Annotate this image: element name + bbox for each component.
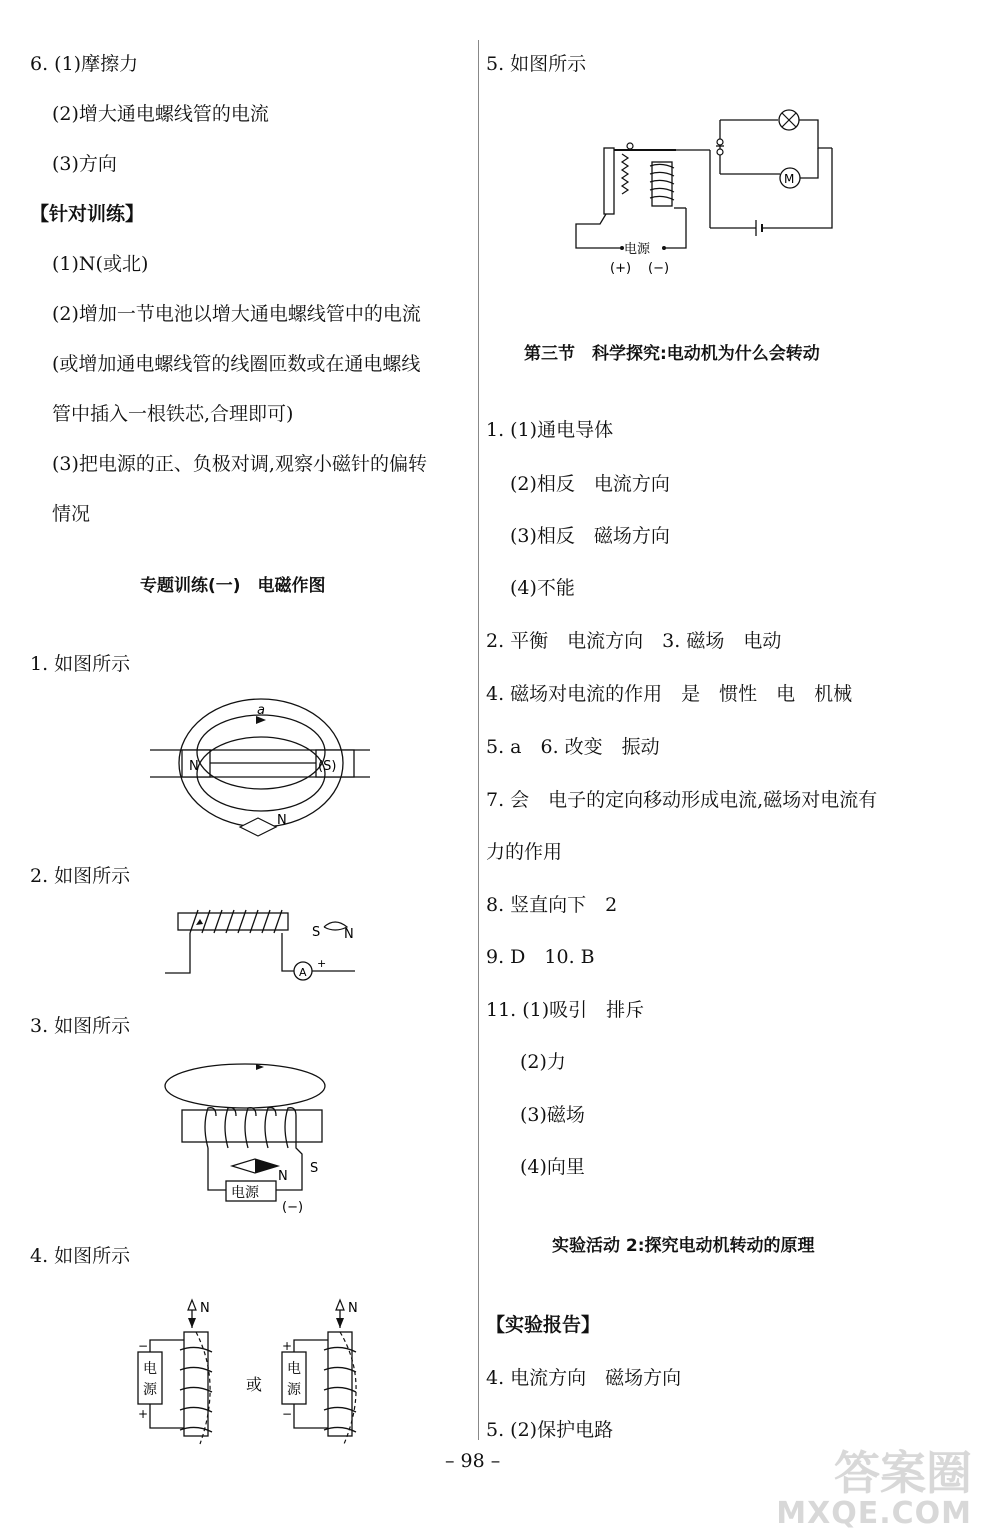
item-4: 4. 如图所示 [30,1245,131,1267]
fig4a-power-bottom: 源 [143,1382,157,1398]
answer-7-line2: 力的作用 [486,841,563,863]
figure-2-solenoid-ammeter [160,905,370,985]
watermark-line1: 答案圈 [834,1446,972,1500]
answer-1-3: (3)相反 磁场方向 [510,525,670,547]
answer-9-10: 9. D 10. B [486,946,595,968]
training-3-line2: 情况 [52,503,91,525]
fig3-power-label: 电源 [231,1185,259,1201]
answer-11-1: 11. (1)吸引 排斥 [486,999,645,1021]
fig4b-power-bottom: 源 [287,1382,301,1398]
fig4b-plus: + [282,1339,293,1353]
fig1-needle-n: N [277,813,287,828]
fig4b-minus: − [282,1407,293,1421]
training-2-line3: 管中插入一根铁芯,合理即可) [52,403,294,425]
answer-11-4: (4)向里 [520,1156,585,1178]
figure-3-solenoid-power [160,1058,350,1218]
fig4a-power-top: 电 [143,1361,157,1377]
fig1-label-s: (S) [318,759,337,774]
report-heading: 【实验报告】 [486,1314,601,1336]
figure-1-magnetic-field [140,690,380,830]
answer-11-2: (2)力 [520,1051,566,1073]
answer-11-3: (3)磁场 [520,1104,585,1126]
figure-4-two-options [130,1292,390,1452]
answer-4: 4. 磁场对电流的作用 是 惯性 电 机械 [486,683,853,705]
report-4: 4. 电流方向 磁场方向 [486,1367,682,1389]
fig2-plus: + [317,957,327,970]
lab-activity-title: 实验活动 2:探究电动机转动的原理 [552,1236,815,1256]
fig2-ammeter-label: A [299,966,307,979]
fig4-option-b [282,1300,358,1444]
fig4b-power-top: 电 [287,1361,301,1377]
item-2: 2. 如图所示 [30,865,131,887]
fig4a-n: N [200,1301,210,1316]
watermark [776,1448,972,1530]
item-3: 3. 如图所示 [30,1015,131,1037]
q6-part3: (3)方向 [52,153,117,175]
fig4-or: 或 [246,1375,263,1394]
watermark-line2: MXQE.COM [776,1496,972,1531]
section3-title: 第三节 科学探究:电动机为什么会转动 [524,344,820,364]
answer-5-6: 5. a 6. 改变 振动 [486,736,660,758]
fig5-power: 电源 [624,242,651,257]
answer-7-line1: 7. 会 电子的定向移动形成电流,磁场对电流有 [486,789,878,811]
fig5-plus: (+) [610,261,632,276]
report-5: 5. (2)保护电路 [486,1419,614,1441]
training-2-line2: (或增加通电螺线管的线圈匝数或在通电螺线 [52,353,421,375]
fig2-label-n: N [344,927,354,942]
answer-1-2: (2)相反 电流方向 [510,473,670,495]
q6-part2: (2)增大通电螺线管的电流 [52,103,269,125]
training-3-line1: (3)把电源的正、负极对调,观察小磁针的偏转 [52,453,427,475]
q6-title: 6. (1)摩擦力 [30,53,139,75]
fig4a-plus: + [138,1407,149,1421]
fig1-label-a: a [257,703,265,718]
training-2-line1: (2)增加一节电池以增大通电螺线管中的电流 [52,303,421,325]
fig3-label-s: S [310,1161,319,1176]
training-1: (1)N(或北) [52,253,149,275]
special-training-title: 专题训练(一) 电磁作图 [140,576,326,596]
fig3-minus: (−) [282,1200,304,1215]
answer-8: 8. 竖直向下 2 [486,894,618,916]
answer-1-4: (4)不能 [510,577,575,599]
item-1: 1. 如图所示 [30,653,131,675]
answer-2-3: 2. 平衡 电流方向 3. 磁场 电动 [486,630,782,652]
q5-right: 5. 如图所示 [486,53,587,75]
fig4b-n: N [348,1301,358,1316]
fig5-minus: (−) [648,261,670,276]
fig4a-minus: − [138,1339,149,1353]
answer-1-1: 1. (1)通电导体 [486,419,614,441]
fig3-label-n: N [278,1169,288,1184]
figure-5-relay-circuit [570,108,840,280]
column-divider [478,40,479,1440]
fig4-option-a [138,1300,212,1444]
fig5-motor: M [784,172,795,186]
fig1-label-n: N [189,759,199,774]
training-heading: 【针对训练】 [30,203,145,225]
fig2-label-s: S [312,925,321,940]
page-number: – 98 – [445,1450,501,1472]
